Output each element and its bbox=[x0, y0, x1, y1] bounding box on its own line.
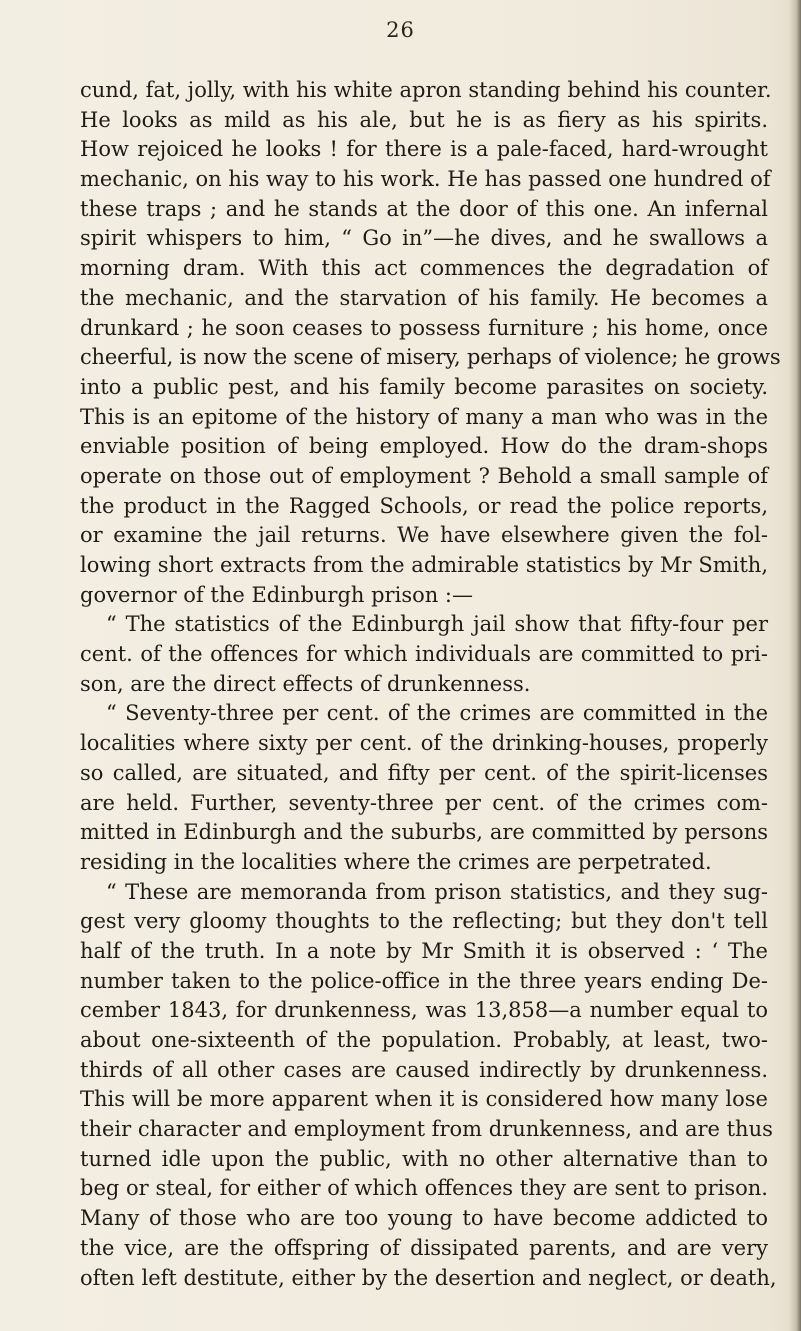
text-line: are held. Further, seventy-three per cent. of the crimes com- bbox=[80, 790, 768, 815]
text-line: about one-sixteenth of the population. Probably, at least, two- bbox=[80, 1028, 768, 1052]
body-text bbox=[80, 76, 781, 1293]
text-line: the mechanic, and the starvation of his family. He becomes a bbox=[80, 285, 768, 310]
text-line: This will be more apparent when it is considered how many lose bbox=[80, 1087, 768, 1112]
text-line: morning dram. With this act commences the degradation of bbox=[80, 256, 768, 281]
text-line: He looks as mild as his ale, but he is as fiery as his spirits. bbox=[80, 107, 768, 132]
text-line: This is an epitome of the history of many a man who was in the bbox=[80, 404, 768, 429]
text-line: “ Seventy-three per cent. of the crimes are committed in the bbox=[106, 701, 768, 726]
text-line: “ The statistics of the Edinburgh jail show that fifty-four per bbox=[106, 612, 768, 637]
text-line: mechanic, on his way to his work. He has passed one hundred of bbox=[80, 167, 771, 192]
text-line: lowing short extracts from the admirable statistics by Mr Smith, bbox=[80, 553, 768, 577]
text-line: the vice, are the offspring of dissipated parents, and are very bbox=[80, 1235, 768, 1260]
page-edge-shadow bbox=[789, 0, 801, 1331]
text-line: mitted in Edinburgh and the suburbs, are committed by persons bbox=[80, 820, 768, 845]
text-line: How rejoiced he looks ! for there is a pale-faced, hard-wrought bbox=[80, 137, 768, 162]
text-line: localities where sixty per cent. of the drinking-houses, properly bbox=[80, 731, 768, 756]
text-line: these traps ; and he stands at the door of this one. An infernal bbox=[80, 196, 768, 221]
text-line: operate on those out of employment ? Behold a small sample of bbox=[80, 463, 768, 488]
text-line: cent. of the offences for which individuals are committed to pri- bbox=[80, 642, 768, 667]
text-line: so called, are situated, and fifty per cent. of the spirit-licenses bbox=[80, 760, 768, 785]
page-number: 26 bbox=[386, 18, 415, 42]
text-line: drunkard ; he soon ceases to possess furniture ; his home, once bbox=[80, 315, 768, 340]
text-line: governor of the Edinburgh prison :— bbox=[80, 582, 474, 607]
text-line: their character and employment from drunkenness, and are thus bbox=[80, 1117, 773, 1142]
text-line: son, are the direct effects of drunkenness. bbox=[80, 671, 531, 696]
text-line: half of the truth. In a note by Mr Smith it is observed : ‘ The bbox=[80, 938, 768, 963]
text-line: or examine the jail returns. We have elsewhere given the fol- bbox=[80, 523, 768, 548]
text-line: the product in the Ragged Schools, or read the police reports, bbox=[80, 493, 768, 518]
text-line: often left destitute, either by the desertion and neglect, or death, bbox=[80, 1265, 777, 1290]
text-line: cember 1843, for drunkenness, was 13,858—a number equal to bbox=[80, 998, 768, 1023]
text-line: beg or steal, for either of which offences they are sent to prison. bbox=[80, 1176, 768, 1201]
text-line: thirds of all other cases are caused indirectly by drunkenness. bbox=[80, 1057, 768, 1082]
text-line: Many of those who are too young to have become addicted to bbox=[80, 1206, 768, 1231]
text-line: turned idle upon the public, with no other alternative than to bbox=[80, 1146, 768, 1171]
text-line: residing in the localities where the crimes are perpetrated. bbox=[80, 849, 712, 874]
text-line: spirit whispers to him, “ Go in”—he dives, and he swallows a bbox=[80, 226, 768, 251]
text-line: cund, fat, jolly, with his white apron standing behind his counter. bbox=[80, 78, 772, 102]
text-line: enviable position of being employed. How do the dram-shops bbox=[80, 434, 768, 459]
text-line: gest very gloomy thoughts to the reflecting; but they don't tell bbox=[80, 909, 768, 934]
text-line: number taken to the police-office in the three years ending De- bbox=[80, 968, 768, 993]
text-line: cheerful, is now the scene of misery, perhaps of violence; he grows bbox=[80, 345, 781, 370]
text-line: “ These are memoranda from prison statistics, and they sug- bbox=[106, 879, 768, 904]
text-line: into a public pest, and his family become parasites on society. bbox=[80, 374, 768, 399]
